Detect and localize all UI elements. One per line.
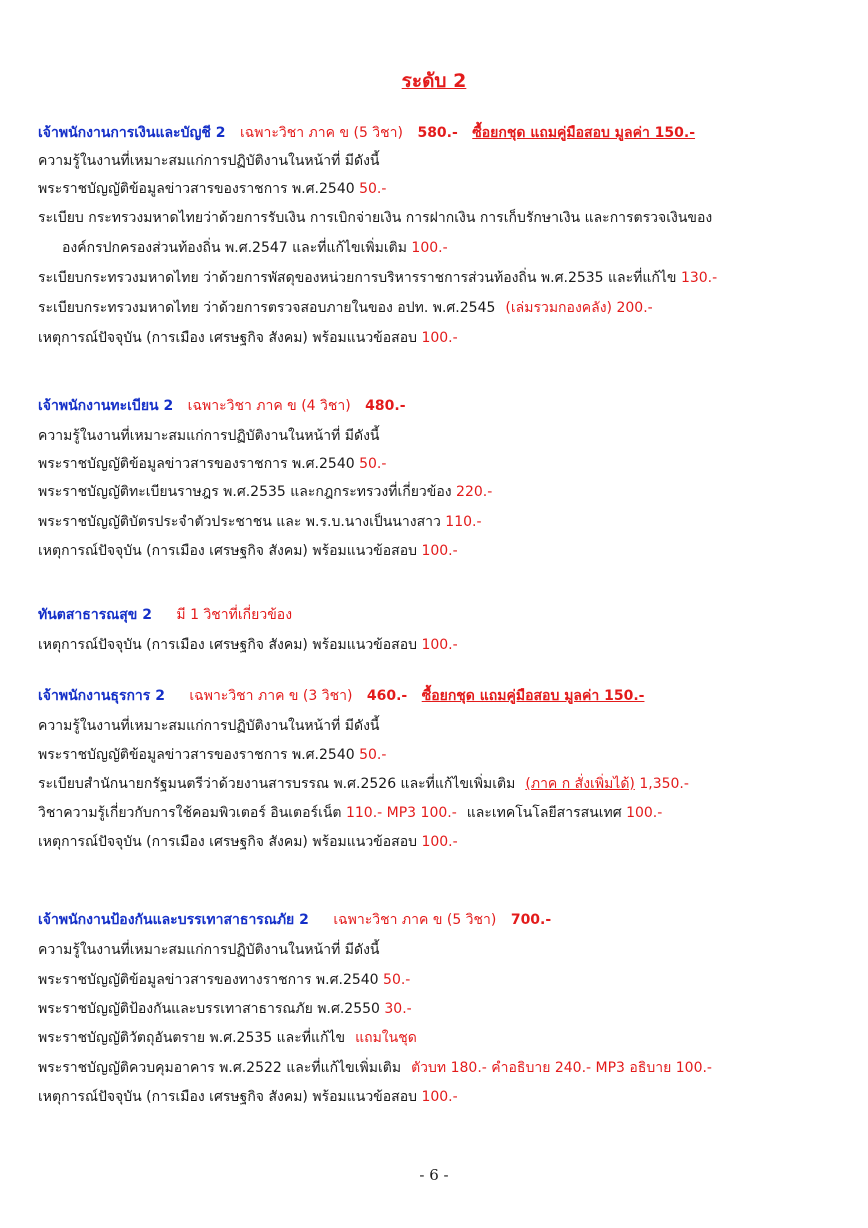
item-price: 100.- [421, 834, 458, 850]
item-price: 100.- [626, 805, 663, 821]
item-text: ระเบียบ กระทรวงมหาดไทยว่าด้วยการรับเงิน การเบิกจ่ายเงิน การฝากเงิน การเก็บรักษาเงิน และการตรวจเงินของ [38, 210, 713, 226]
item-price: 100.- [411, 240, 448, 256]
item-text: พระราชบัญญัติข้อมูลข่าวสารของราชการ พ.ศ.2540 [38, 747, 355, 763]
list-item [38, 1028, 844, 1048]
item-price: 110.- MP3 100.- [345, 805, 457, 821]
section-note: มี 1 วิชาที่เกี่ยวข้อง [176, 607, 293, 623]
item-price: 130.- [680, 270, 718, 286]
bundle-offer: ซื้อยกชุด แถมคู่มือสอบ มูลค่า 150.- [472, 125, 696, 141]
list-item [38, 512, 844, 532]
subject-count: เฉพาะวิชา ภาค ข (5 วิชา) [239, 125, 403, 141]
item-text: เหตุการณ์ปัจจุบัน (การเมือง เศรษฐกิจ สังคม) พร้อมแนวข้อสอบ [38, 1089, 417, 1105]
list-item [38, 716, 844, 736]
item-price: 220.- [456, 484, 493, 500]
list-item [62, 238, 844, 258]
item-note: แถมในชุด [355, 1030, 417, 1046]
item-price: 100.- [421, 543, 458, 559]
item-price: 100.- [421, 637, 458, 653]
list-item [38, 1087, 844, 1107]
item-text: ระเบียบสำนักนายกรัฐมนตรีว่าด้วยงานสารบรรณ พ.ศ.2526 และที่แก้ไขเพิ่มเติม [38, 776, 516, 792]
subject-count: เฉพาะวิชา ภาค ข (3 วิชา) [189, 688, 353, 704]
list-item [38, 970, 844, 990]
item-text: ความรู้ในงานที่เหมาะสมแก่การปฏิบัติงานในหน้าที่ มีดังนี้ [38, 428, 380, 444]
section-header-dental [38, 605, 844, 625]
section-price: 480.- [365, 398, 406, 414]
item-text: พระราชบัญญัติข้อมูลข่าวสารของราชการ พ.ศ.2540 [38, 456, 355, 472]
item-price: 30.- [384, 1001, 412, 1017]
section-header-admin [38, 686, 844, 706]
item-text: องค์กรปกครองส่วนท้องถิ่น พ.ศ.2547 และที่แก้ไขเพิ่มเติม [62, 240, 407, 256]
item-text: ความรู้ในงานที่เหมาะสมแก่การปฏิบัติงานในหน้าที่ มีดังนี้ [38, 153, 380, 169]
page-title: ระดับ 2 [401, 70, 467, 92]
list-item [38, 208, 844, 228]
page-number: - 6 - [419, 1166, 449, 1184]
list-item [38, 268, 844, 288]
list-item [38, 745, 844, 765]
item-price: 50.- [359, 456, 387, 472]
list-item [38, 426, 844, 446]
item-text: พระราชบัญญัติทะเบียนราษฎร พ.ศ.2535 และกฎกระทรวงที่เกี่ยวข้อง [38, 484, 452, 500]
item-text: วิชาความรู้เกี่ยวกับการใช้คอมพิวเตอร์ อินเตอร์เน็ต [38, 805, 342, 821]
item-text: พระราชบัญญัติข้อมูลข่าวสารของราชการ พ.ศ.2540 [38, 181, 355, 197]
item-text: พระราชบัญญัติวัตถุอันตราย พ.ศ.2535 และที่แก้ไข [38, 1030, 346, 1046]
item-text: ความรู้ในงานที่เหมาะสมแก่การปฏิบัติงานในหน้าที่ มีดังนี้ [38, 718, 380, 734]
subject-count: เฉพาะวิชา ภาค ข (5 วิชา) [333, 912, 497, 928]
item-note: (เล่มรวมกองคลัง) [505, 300, 613, 316]
subject-count: เฉพาะวิชา ภาค ข (4 วิชา) [187, 398, 351, 414]
list-item [38, 803, 844, 823]
list-item [38, 482, 844, 502]
item-text: ระเบียบกระทรวงมหาดไทย ว่าด้วยการพัสดุของหน่วยการบริหารราชการส่วนท้องถิ่น พ.ศ.2535 และที่แก้ไข [38, 270, 677, 286]
item-text: เหตุการณ์ปัจจุบัน (การเมือง เศรษฐกิจ สังคม) พร้อมแนวข้อสอบ [38, 330, 417, 346]
item-note: (ภาค ก สั่งเพิ่มได้) [525, 776, 635, 792]
list-item [38, 940, 844, 960]
list-item [38, 635, 844, 655]
item-price: ตัวบท 180.- คำอธิบาย 240.- MP3 อธิบาย 100.- [411, 1060, 712, 1076]
list-item [38, 151, 844, 171]
item-price: 50.- [383, 972, 411, 988]
item-price: 100.- [421, 1089, 458, 1105]
list-item [38, 298, 844, 318]
item-text: พระราชบัญญัติควบคุมอาคาร พ.ศ.2522 และที่แก้ไขเพิ่มเติม [38, 1060, 402, 1076]
item-price: 50.- [359, 181, 387, 197]
bundle-offer: ซื้อยกชุด แถมคู่มือสอบ มูลค่า 150.- [421, 688, 645, 704]
item-price: 200.- [616, 300, 653, 316]
item-price: 100.- [421, 330, 458, 346]
item-text: ความรู้ในงานที่เหมาะสมแก่การปฏิบัติงานในหน้าที่ มีดังนี้ [38, 942, 380, 958]
item-price: 50.- [359, 747, 387, 763]
list-item [38, 999, 844, 1019]
list-item [38, 179, 844, 199]
item-price: 1,350.- [639, 776, 689, 792]
item-text: พระราชบัญญัติบัตรประจำตัวประชาชน และ พ.ร.บ.นางเป็นนางสาว [38, 514, 441, 530]
item-price: 110.- [445, 514, 482, 530]
section-title: เจ้าพนักงานการเงินและบัญชี 2 [38, 125, 226, 141]
list-item [38, 832, 844, 852]
item-text: และเทคโนโลยีสารสนเทศ [466, 805, 622, 821]
item-text: พระราชบัญญัติข้อมูลข่าวสารของทางราชการ พ.ศ.2540 [38, 972, 379, 988]
section-title: ทันตสาธารณสุข 2 [38, 607, 152, 623]
list-item [38, 454, 844, 474]
item-text: ระเบียบกระทรวงมหาดไทย ว่าด้วยการตรวจสอบภายในของ อปท. พ.ศ.2545 [38, 300, 496, 316]
section-price: 460.- [366, 688, 408, 704]
section-title: เจ้าพนักงานป้องกันและบรรเทาสาธารณภัย 2 [38, 912, 309, 928]
item-text: เหตุการณ์ปัจจุบัน (การเมือง เศรษฐกิจ สังคม) พร้อมแนวข้อสอบ [38, 637, 417, 653]
list-item [38, 774, 844, 794]
list-item [38, 1058, 844, 1078]
section-header-registration [38, 396, 844, 416]
item-text: พระราชบัญญัติป้องกันและบรรเทาสาธารณภัย พ.ศ.2550 [38, 1001, 380, 1017]
section-title: เจ้าพนักงานธุรการ 2 [38, 688, 165, 704]
section-title: เจ้าพนักงานทะเบียน 2 [38, 398, 174, 414]
list-item [38, 541, 844, 561]
list-item [38, 328, 844, 348]
item-text: เหตุการณ์ปัจจุบัน (การเมือง เศรษฐกิจ สังคม) พร้อมแนวข้อสอบ [38, 543, 417, 559]
section-header-finance [38, 123, 844, 143]
section-header-disaster [38, 910, 844, 930]
item-text: เหตุการณ์ปัจจุบัน (การเมือง เศรษฐกิจ สังคม) พร้อมแนวข้อสอบ [38, 834, 417, 850]
section-price: 580.- [417, 125, 458, 141]
section-price: 700.- [510, 912, 552, 928]
